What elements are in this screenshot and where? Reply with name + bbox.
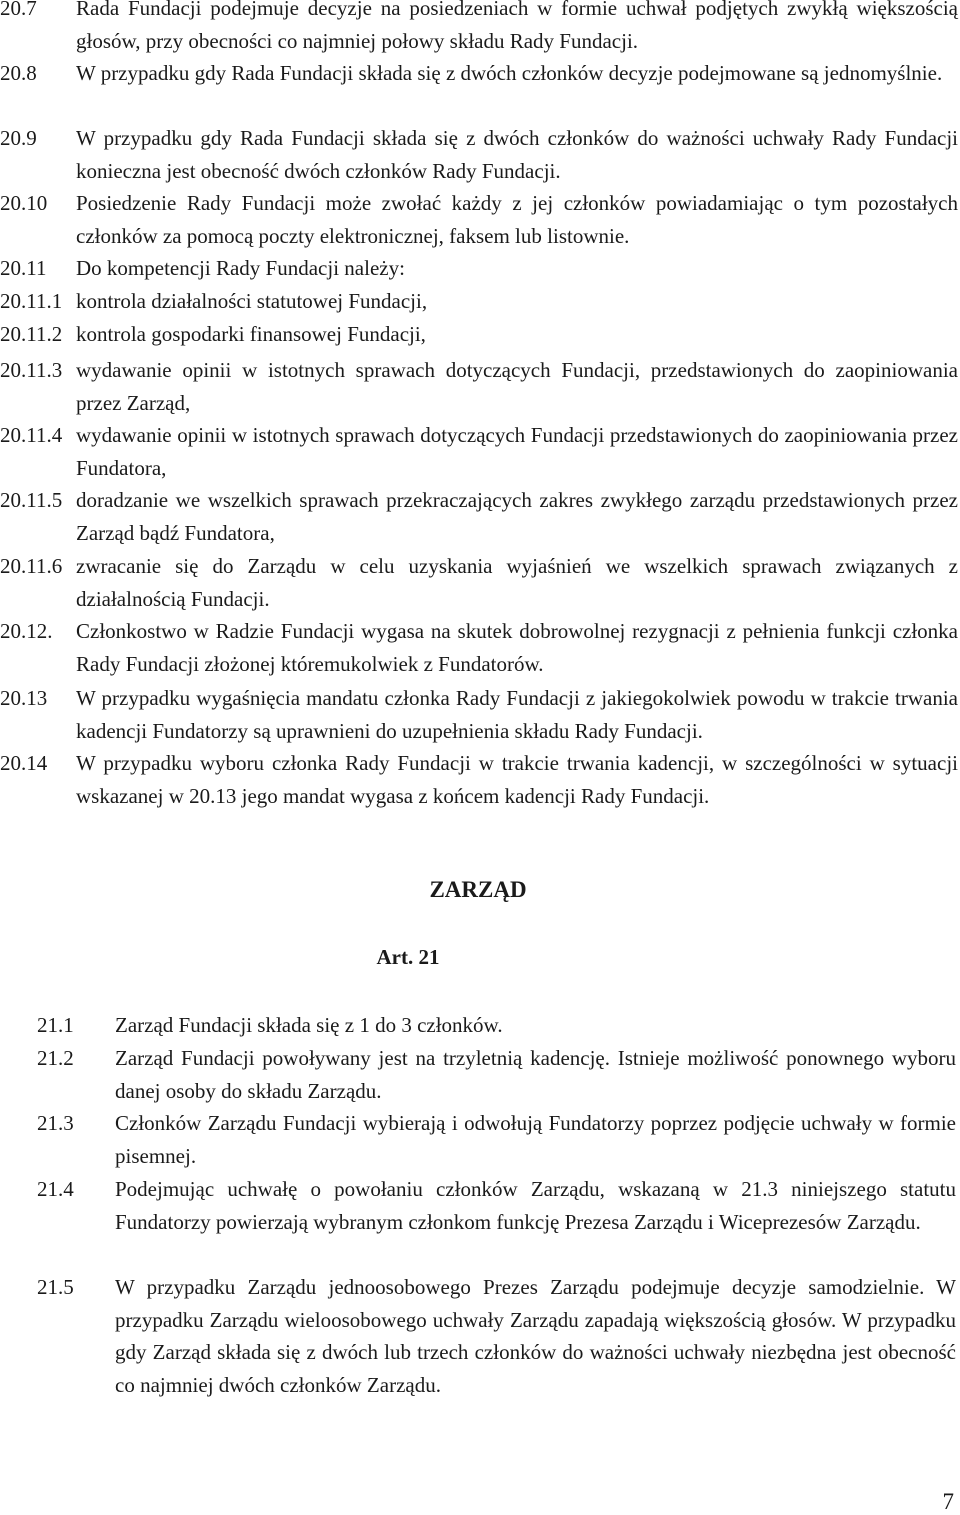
paragraph-20-10: [0, 187, 958, 252]
paragraph-text: wydawanie opinii w istotnych sprawach dotyczących Fundacji, przedstawionych do zaopiniowania przez Zarząd,: [76, 358, 958, 415]
paragraph-21-3: [0, 1107, 956, 1172]
paragraph-text: Posiedzenie Rady Fundacji może zwołać każdy z jej członków powiadamiając o tym pozostałych członków za pomocą poczty elektronicznej, faksem lub listownie.: [76, 191, 958, 248]
article-heading: Art. 21: [376, 945, 440, 969]
section-heading: ZARZĄD: [429, 877, 527, 902]
paragraph-text: zwracanie się do Zarządu w celu uzyskania wyjaśnień we wszelkich sprawach związanych z działalnością Fundacji.: [76, 554, 958, 611]
paragraph-20-14: [0, 747, 958, 812]
paragraph-number: 20.8: [0, 61, 37, 85]
paragraph-number: 21.3: [37, 1111, 74, 1135]
paragraph-number: 20.9: [0, 126, 37, 150]
paragraph-number: 20.11.3: [0, 358, 63, 382]
paragraph-number: 20.10: [0, 191, 48, 215]
paragraph-text: Podejmując uchwałę o powołaniu członków Zarządu, wskazaną w 21.3 niniejszego statutu Fundatorzy powierzają wybranym członkom funkcję Prezesa Zarządu i Wiceprezesów Zarządu.: [115, 1177, 956, 1234]
paragraph-number: 21.4: [37, 1177, 74, 1201]
paragraph-text: W przypadku wyboru członka Rady Fundacji w trakcie trwania kadencji, w szczególności w sytuacji wskazanej w 20.13 jego mandat wygasa z końcem kadencji Rady Fundacji.: [76, 751, 958, 808]
paragraph-text: Rada Fundacji podejmuje decyzje na posiedzeniach w formie uchwał podjętych zwykłą większością głosów, przy obecności co najmniej połowy składu Rady Fundacji.: [76, 0, 958, 53]
paragraph-text: kontrola gospodarki finansowej Fundacji,: [76, 322, 426, 346]
paragraph-20-11-5: [0, 484, 958, 549]
paragraph-number: 20.11: [0, 256, 47, 280]
paragraph-text: W przypadku Zarządu jednoosobowego Prezes Zarządu podejmuje decyzje samodzielnie. W przypadku Zarządu wieloosobowego uchwały Zarządu zapadają większością głosów. W przypadku gdy Zarząd składa się z dwóch lub trzech członków do ważności uchwały niezbędna jest obecność co najmniej dwóch członków Zarządu.: [115, 1275, 956, 1397]
paragraph-number: 20.13: [0, 686, 48, 710]
paragraph-20-13: [0, 682, 958, 747]
paragraph-text: Członkostwo w Radzie Fundacji wygasa na skutek dobrowolnej rezygnacji z pełnienia funkcji członka Rady Fundacji złożonej któremukolwiek z Fundatorów.: [76, 619, 958, 676]
paragraph-number: 20.12.: [0, 619, 53, 643]
paragraph-text: doradzanie we wszelkich sprawach przekraczających zakres zwykłego zarządu przedstawionych przez Zarząd bądź Fundatora,: [76, 488, 958, 545]
paragraph-number: 20.11.6: [0, 554, 63, 578]
paragraph-20-11-4: [0, 419, 958, 484]
paragraph-number: 21.2: [37, 1046, 74, 1070]
paragraph-20-8: [0, 57, 958, 90]
paragraph-21-4: [0, 1173, 956, 1238]
paragraph-21-5: [0, 1271, 956, 1401]
paragraph-21-1: [0, 1009, 956, 1042]
paragraph-number: 20.7: [0, 0, 37, 20]
page-number: 7: [942, 1489, 954, 1514]
paragraph-number: 21.1: [37, 1013, 74, 1037]
paragraph-text: Do kompetencji Rady Fundacji należy:: [76, 256, 405, 280]
paragraph-20-7: [0, 0, 958, 57]
paragraph-text: Członków Zarządu Fundacji wybierają i odwołują Fundatorzy poprzez podjęcie uchwały w formie pisemnej.: [115, 1111, 956, 1168]
paragraph-number: 20.11.1: [0, 289, 63, 313]
paragraph-number: 20.11.5: [0, 488, 63, 512]
paragraph-text: W przypadku gdy Rada Fundacji składa się z dwóch członków do ważności uchwały Rady Fundacji konieczna jest obecność dwóch członków Rady Fundacji.: [76, 126, 958, 183]
paragraph-20-11-3: [0, 354, 958, 419]
paragraph-20-11-1: [0, 285, 958, 318]
paragraph-21-2: [0, 1042, 956, 1107]
paragraph-number: 20.11.4: [0, 423, 63, 447]
paragraph-text: kontrola działalności statutowej Fundacji,: [76, 289, 428, 313]
paragraph-20-11-2: [0, 318, 958, 351]
paragraph-text: Zarząd Fundacji składa się z 1 do 3 członków.: [115, 1013, 503, 1037]
paragraph-20-9: [0, 122, 958, 187]
paragraph-text: Zarząd Fundacji powoływany jest na trzyletnią kadencję. Istnieje możliwość ponownego wyboru danej osoby do składu Zarządu.: [115, 1046, 956, 1103]
paragraph-20-11: [0, 252, 958, 285]
paragraph-number: 20.14: [0, 751, 48, 775]
paragraph-20-11-6: [0, 550, 958, 615]
paragraph-number: 20.11.2: [0, 322, 63, 346]
paragraph-text: wydawanie opinii w istotnych sprawach dotyczących Fundacji przedstawionych do zaopiniowania przez Fundatora,: [76, 423, 958, 480]
paragraph-number: 21.5: [37, 1275, 74, 1299]
paragraph-20-12: [0, 615, 958, 680]
paragraph-text: W przypadku gdy Rada Fundacji składa się z dwóch członków decyzje podejmowane są jednomyślnie.: [76, 61, 943, 85]
paragraph-text: W przypadku wygaśnięcia mandatu członka Rady Fundacji z jakiegokolwiek powodu w trakcie trwania kadencji Fundatorzy są uprawnieni do uzupełnienia składu Rady Fundacji.: [76, 686, 958, 743]
